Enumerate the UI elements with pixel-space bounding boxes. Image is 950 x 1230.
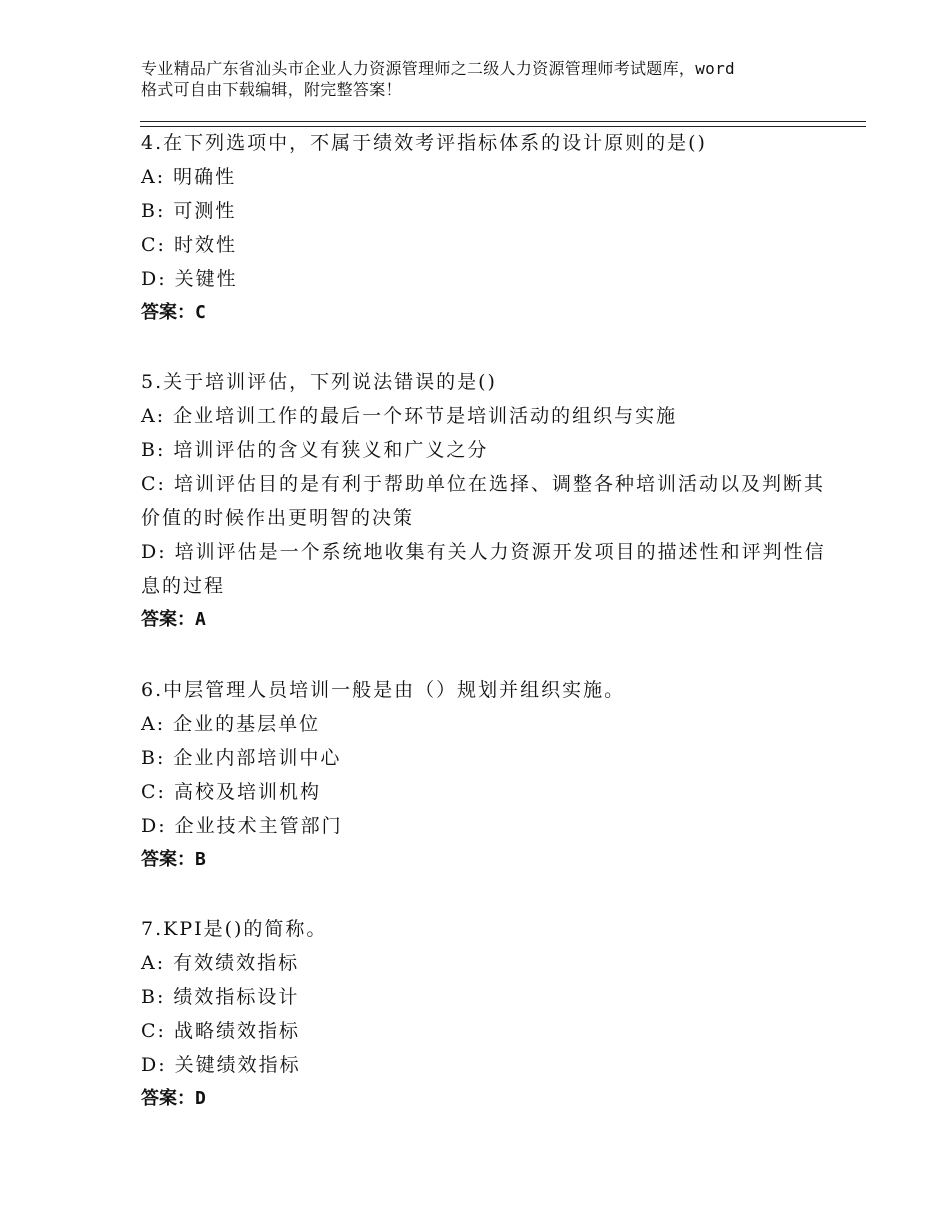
question-7 xyxy=(141,912,831,1116)
answer: 答案：B xyxy=(141,849,206,870)
question-stem: 6.中层管理人员培训一般是由（）规划并组织实施。 xyxy=(141,679,626,701)
option-c: C: 高校及培训机构 xyxy=(141,781,321,803)
question-6 xyxy=(141,673,831,877)
option-a: A: 企业培训工作的最后一个环节是培训活动的组织与实施 xyxy=(141,405,678,427)
option-d: D: 关键绩效指标 xyxy=(141,1054,301,1076)
option-a: A: 明确性 xyxy=(141,166,237,188)
option-c: C: 时效性 xyxy=(141,234,237,256)
answer: 答案：A xyxy=(141,609,206,630)
option-c: C: 战略绩效指标 xyxy=(141,1020,300,1042)
question-stem: 7.KPI是()的简称。 xyxy=(141,918,328,940)
header-line-2: 格式可自由下载编辑，附完整答案！ xyxy=(141,80,402,99)
option-b: B: 绩效指标设计 xyxy=(141,986,300,1008)
option-b: B: 企业内部培训中心 xyxy=(141,747,342,769)
option-d: D: 关键性 xyxy=(141,268,238,290)
option-a: A: 有效绩效指标 xyxy=(141,952,300,974)
option-b: B: 可测性 xyxy=(141,200,237,222)
option-d: D: 培训评估是一个系统地收集有关人力资源开发项目的描述性和评判性信息的过程 xyxy=(141,541,826,597)
question-4 xyxy=(141,126,831,330)
option-d: D: 企业技术主管部门 xyxy=(141,815,343,837)
header-line-1: 专业精品广东省汕头市企业人力资源管理师之二级人力资源管理师考试题库，word xyxy=(141,59,735,78)
option-c: C: 培训评估目的是有利于帮助单位在选择、调整各种培训活动以及判断其价值的时候作出更明智的决策 xyxy=(141,473,825,529)
option-b: B: 培训评估的含义有狭义和广义之分 xyxy=(141,439,489,461)
option-a: A: 企业的基层单位 xyxy=(141,713,321,735)
answer: 答案：C xyxy=(141,302,206,323)
document-header xyxy=(141,58,841,100)
question-5 xyxy=(141,365,831,637)
question-stem: 5.关于培训评估，下列说法错误的是() xyxy=(141,371,497,393)
answer: 答案：D xyxy=(141,1088,206,1109)
question-stem: 4.在下列选项中，不属于绩效考评指标体系的设计原则的是() xyxy=(141,132,707,154)
